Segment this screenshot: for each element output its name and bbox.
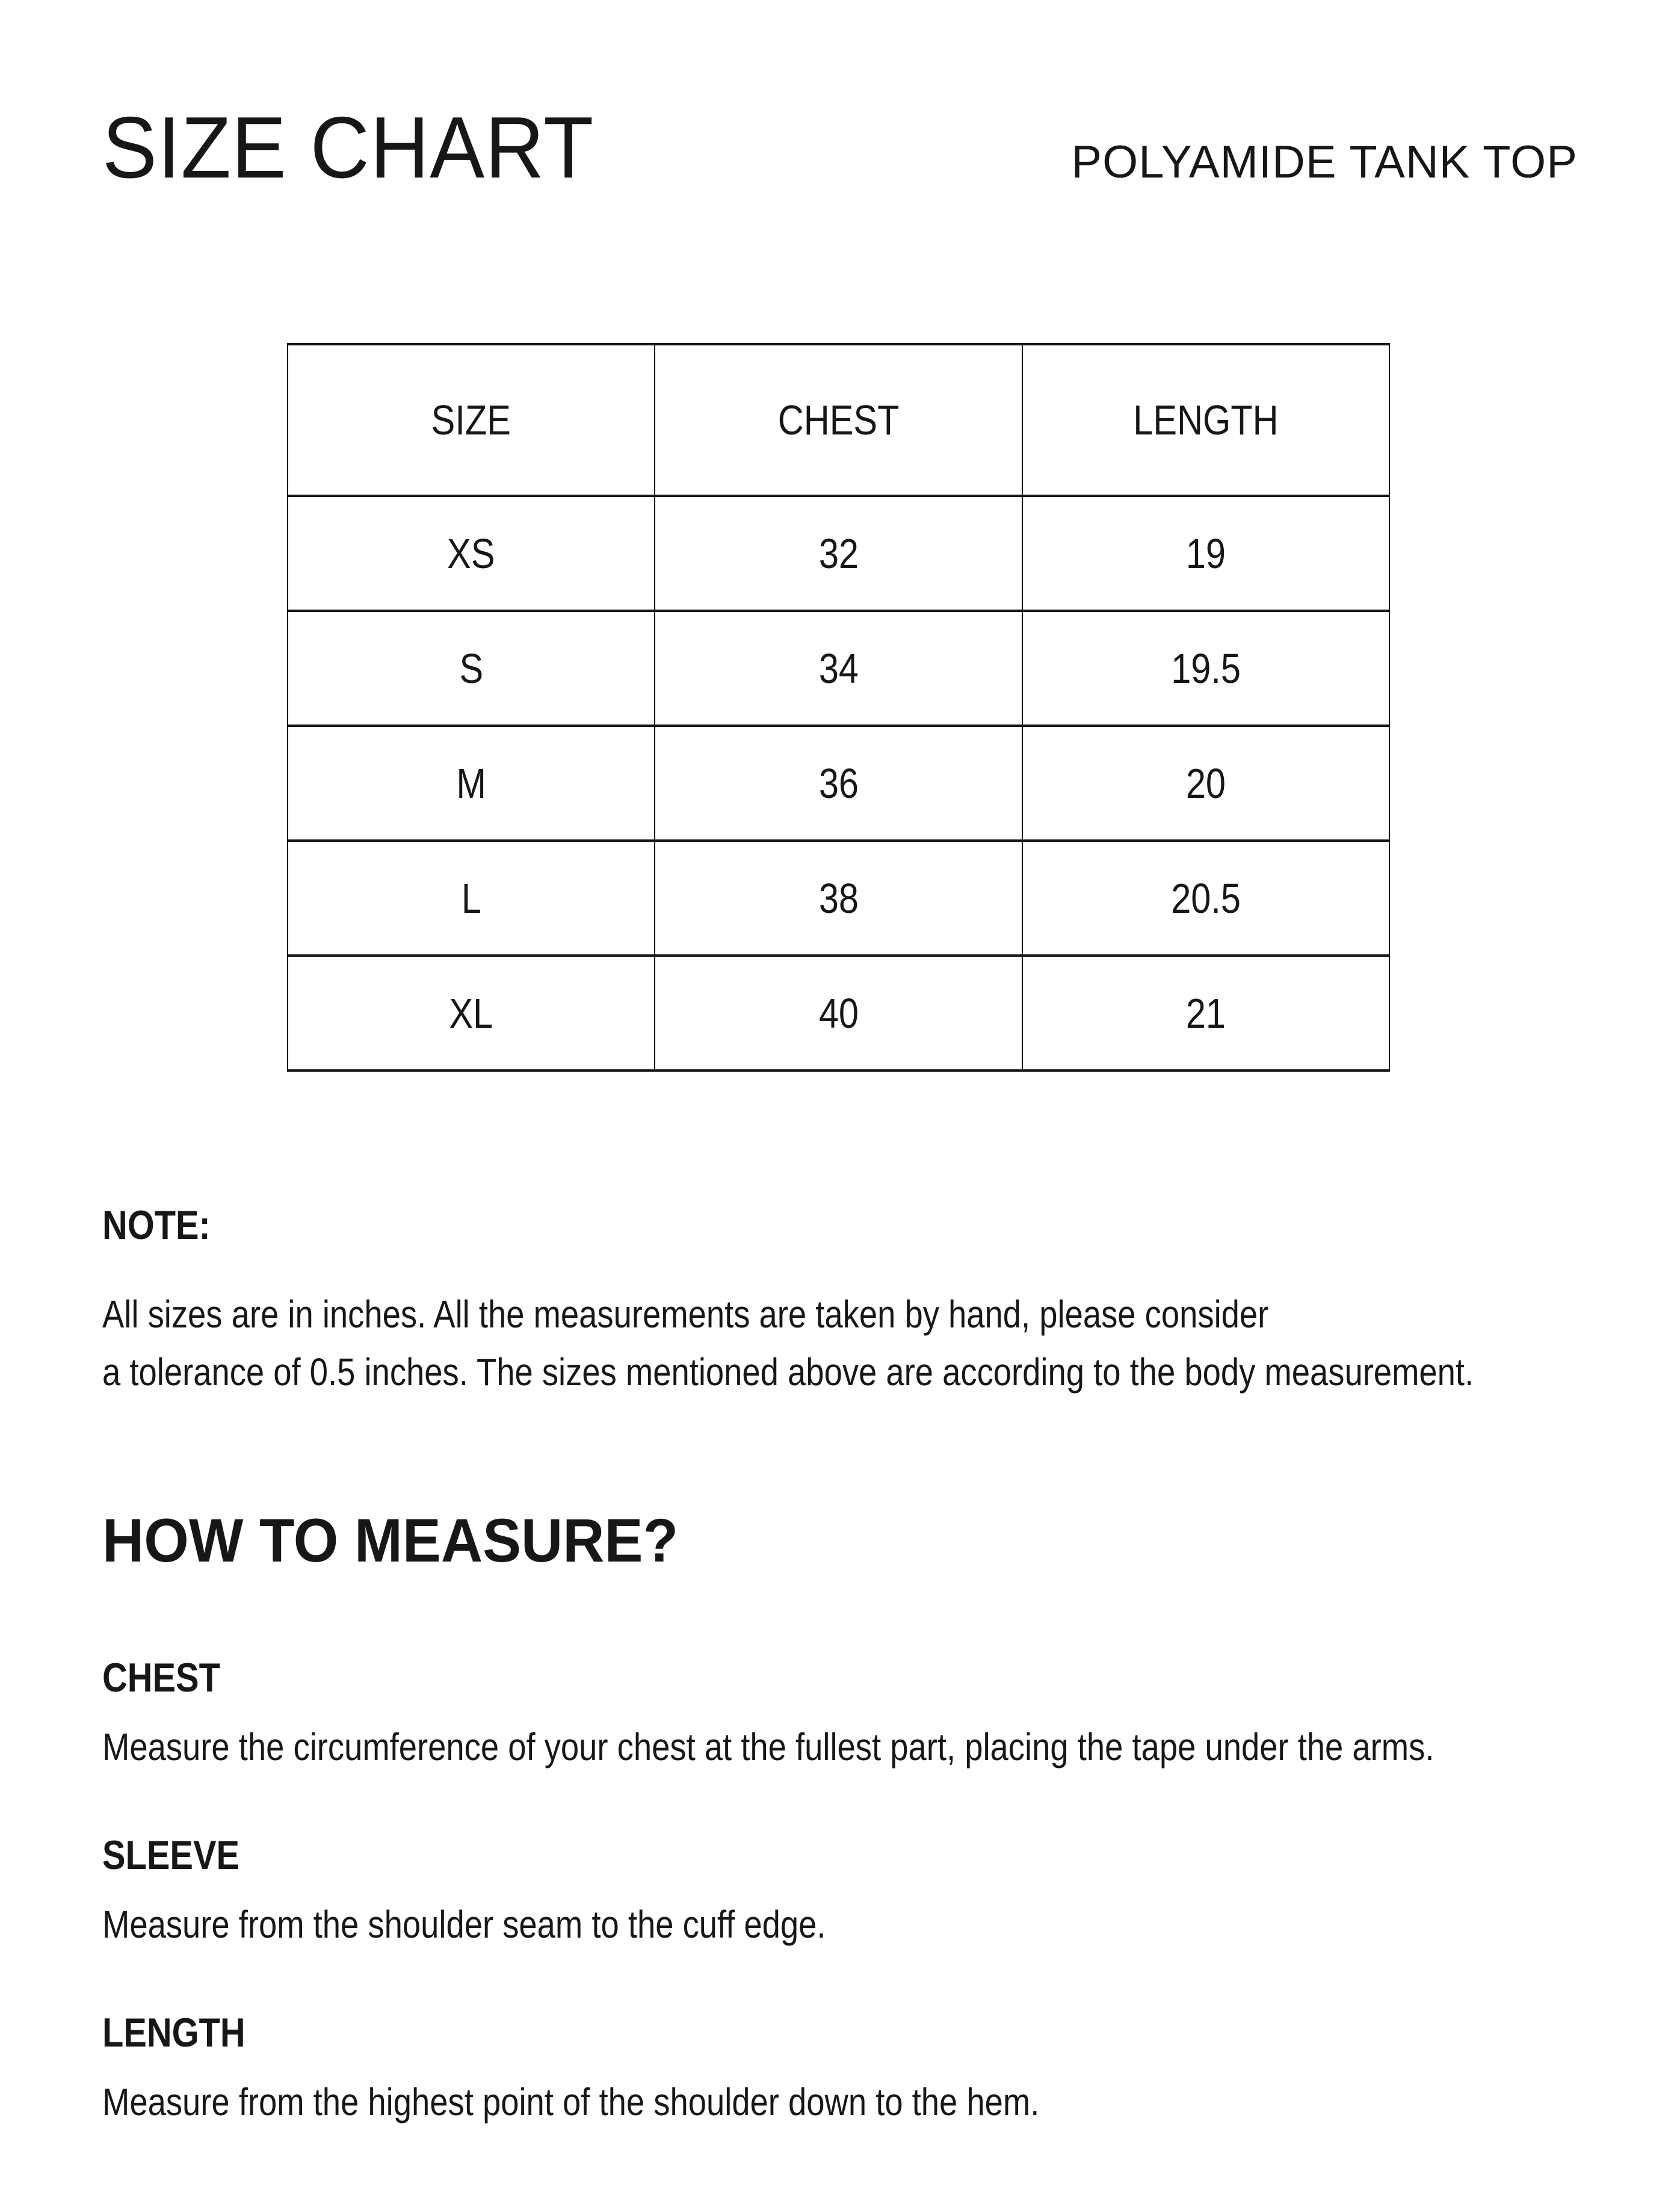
table-row-m (288, 726, 1389, 841)
measure-section-chest-text: Measure the circumference of your chest at the fullest part, placing the tape under the arms. (102, 1725, 1434, 1769)
length-cell: 19 (1022, 496, 1389, 611)
size-cell: L (288, 841, 655, 956)
measure-section-sleeve-label: SLEEVE (102, 1832, 240, 1878)
table-row-s (288, 611, 1389, 726)
length-cell: 21 (1022, 956, 1389, 1071)
chest-cell: 36 (655, 726, 1022, 841)
measure-section-sleeve-text: Measure from the shoulder seam to the cuff edge. (102, 1903, 826, 1946)
page-title (102, 99, 625, 196)
header-row (288, 344, 1389, 496)
measure-section-length-text: Measure from the highest point of the shoulder down to the hem. (102, 2080, 1040, 2124)
size-cell: S (288, 611, 655, 726)
chest-cell: 34 (655, 611, 1022, 726)
chest-cell: 38 (655, 841, 1022, 956)
column-header-chest: CHEST (655, 344, 1022, 496)
note-text-line-2: a tolerance of 0.5 inches. The sizes mentioned above are according to the body measurement. (102, 1350, 1474, 1394)
how-to-measure-heading: HOW TO MEASURE? (102, 1506, 679, 1575)
length-cell: 20.5 (1022, 841, 1389, 956)
length-cell: 20 (1022, 726, 1389, 841)
note-text (102, 1285, 1578, 1401)
size-cell: XS (288, 496, 655, 611)
measure-section-chest (102, 1654, 1578, 1774)
measure-section-length (102, 2009, 1578, 2129)
size-table-head (288, 344, 1389, 496)
note-text-line-1: All sizes are in inches. All the measurements are taken by hand, please consider (102, 1293, 1269, 1336)
table-row-l (288, 841, 1389, 956)
size-table (287, 343, 1390, 1072)
page-title-text: SIZE CHART (102, 99, 594, 196)
product-name: POLYAMIDE TANK TOP (1071, 137, 1578, 188)
size-table-body (288, 496, 1389, 1071)
size-cell: M (288, 726, 655, 841)
measure-section-length-label: LENGTH (102, 2010, 246, 2056)
length-cell: 19.5 (1022, 611, 1389, 726)
chest-cell: 32 (655, 496, 1022, 611)
masthead (102, 99, 1578, 196)
table-row-xs (288, 496, 1389, 611)
size-cell: XL (288, 956, 655, 1071)
table-row-xl (288, 956, 1389, 1071)
column-header-size: SIZE (288, 344, 655, 496)
measure-section-chest-label: CHEST (102, 1655, 220, 1701)
chest-cell: 40 (655, 956, 1022, 1071)
note-heading: NOTE: (102, 1202, 211, 1248)
measure-section-sleeve (102, 1831, 1578, 1951)
column-header-length: LENGTH (1022, 344, 1389, 496)
